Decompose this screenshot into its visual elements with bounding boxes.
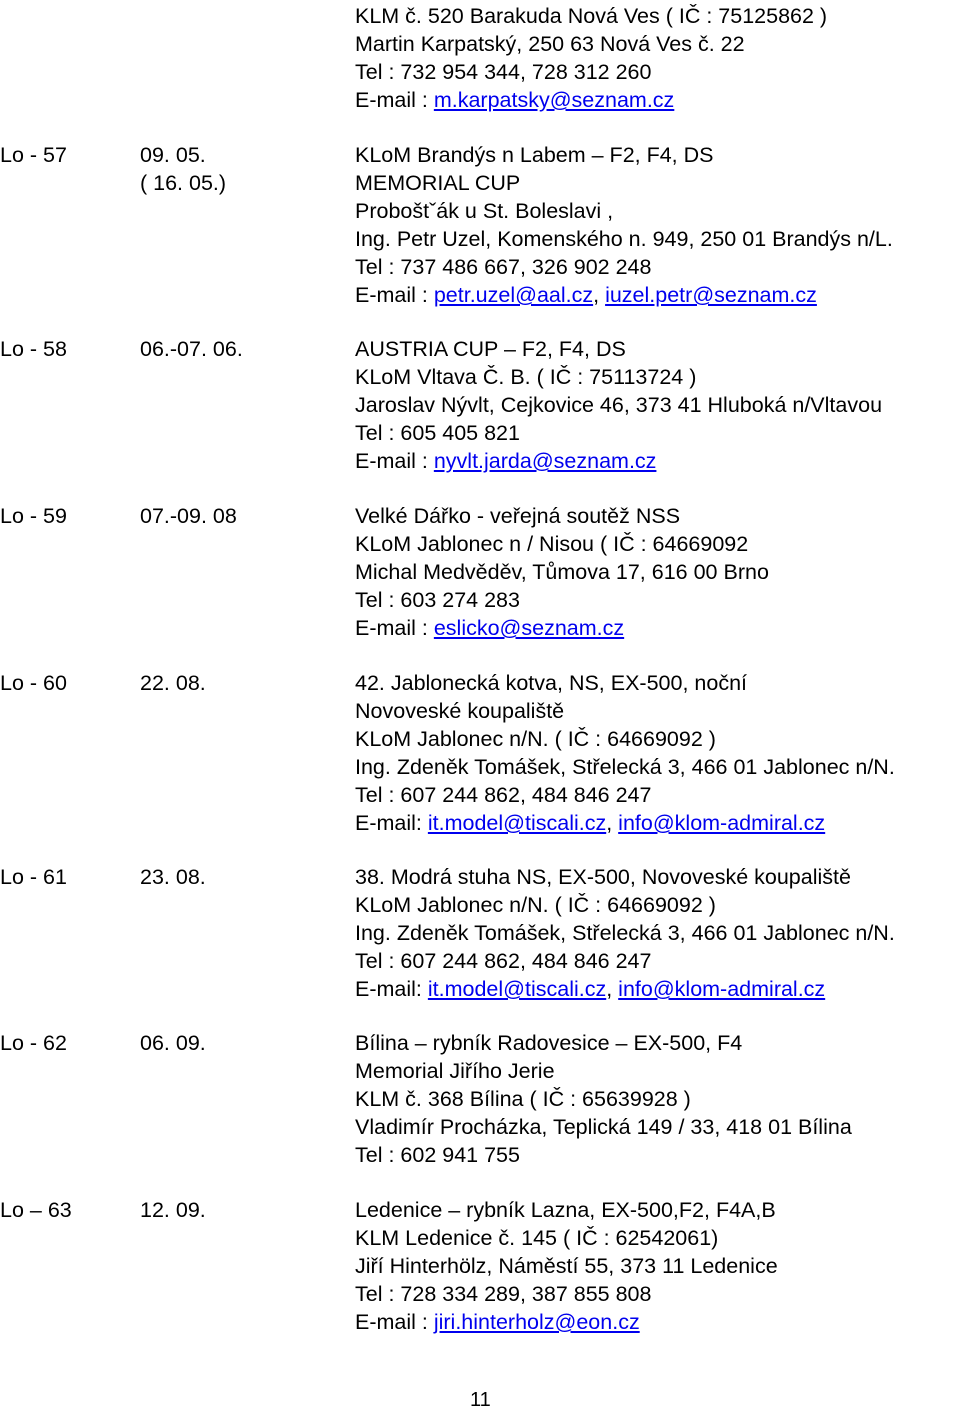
email-label: E-mail : <box>355 88 434 112</box>
entry-line: KLoM Jablonec n/N. ( IČ : 64669092 ) <box>355 893 716 917</box>
email-link[interactable]: petr.uzel@aal.cz <box>433 283 594 307</box>
entry-line: KLoM Jablonec n/N. ( IČ : 64669092 ) <box>355 727 716 751</box>
entry-code: Lo - 60 <box>0 671 67 695</box>
entry-code: Lo – 63 <box>0 1198 72 1222</box>
entry-date: 07.-09. 08 <box>140 504 237 528</box>
top-line-1: KLM č. 520 Barakuda Nová Ves ( IČ : 75125862 ) <box>355 4 828 28</box>
entry-line: Velké Dářko - veřejná soutěž NSS <box>355 504 681 528</box>
entry-line: Tel : 603 274 283 <box>355 588 520 612</box>
entry-line: Tel : 607 244 862, 484 846 247 <box>355 783 652 807</box>
email-label: E-mail : <box>355 1310 434 1334</box>
entry-email-line <box>355 614 624 642</box>
top-line-3: Tel : 732 954 344, 728 312 260 <box>355 60 652 84</box>
email-label: E-mail: <box>355 977 428 1001</box>
email-link[interactable]: jiri.hinterholz@eon.cz <box>433 1310 640 1334</box>
entry-date: 12. 09. <box>140 1198 206 1222</box>
entry-code: Lo - 57 <box>0 143 67 167</box>
entry-line: Tel : 607 244 862, 484 846 247 <box>355 949 652 973</box>
entry-date: 06. 09. <box>140 1031 206 1055</box>
entry-line: Tel : 605 405 821 <box>355 421 520 445</box>
email-label: E-mail: <box>355 811 428 835</box>
entry-line: KLM Ledenice č. 145 ( IČ : 62542061) <box>355 1226 719 1250</box>
entry-line: Ing. Zdeněk Tomášek, Střelecká 3, 466 01 Jablonec n/N. <box>355 921 895 945</box>
top-line-2: Martin Karpatský, 250 63 Nová Ves č. 22 <box>355 32 745 56</box>
entry-email-line: E-mail: it.model@tiscali.cz, info@klom-admiral.cz <box>355 811 826 835</box>
email-link[interactable]: iuzel.petr@seznam.cz <box>605 283 817 307</box>
entry-line: Novoveské koupaliště <box>355 699 565 723</box>
email-link[interactable]: m.karpatsky@seznam.cz <box>433 88 675 112</box>
entry-line: KLoM Jablonec n / Nisou ( IČ : 64669092 <box>355 532 749 556</box>
entry-line: Bílina – rybník Radovesice – EX-500, F4 <box>355 1031 743 1055</box>
entry-code: Lo - 62 <box>0 1031 67 1055</box>
entry-line: 42. Jablonecká kotva, NS, EX-500, noční <box>355 671 748 695</box>
entry-date: 22. 08. <box>140 671 206 695</box>
top-email-line <box>355 86 674 114</box>
entry-line: 38. Modrá stuha NS, EX-500, Novoveské koupaliště <box>355 865 851 889</box>
entry-date-secondary: ( 16. 05.) <box>140 171 227 195</box>
entry-line: KLM č. 368 Bílina ( IČ : 65639928 ) <box>355 1087 691 1111</box>
entry-line: Tel : 728 334 289, 387 855 808 <box>355 1282 652 1306</box>
entry-line: Ing. Petr Uzel, Komenského n. 949, 250 01 Brandýs n/L. <box>355 227 893 251</box>
email-link[interactable]: it.model@tiscali.cz <box>427 977 607 1001</box>
entry-line: Tel : 737 486 667, 326 902 248 <box>355 255 652 279</box>
entry-line: Ledenice – rybník Lazna, EX-500,F2, F4A,B <box>355 1198 776 1222</box>
entry-email-line: E-mail: it.model@tiscali.cz, info@klom-admiral.cz <box>355 977 826 1001</box>
entry-email-line <box>355 1308 640 1336</box>
page-number: 11 <box>470 1389 491 1411</box>
entry-line: Michal Medvěděv, Tůmova 17, 616 00 Brno <box>355 560 769 584</box>
email-link[interactable]: info@klom-admiral.cz <box>618 811 826 835</box>
entry-line: Tel : 602 941 755 <box>355 1143 520 1167</box>
entry-email-line <box>355 447 656 475</box>
entry-line: Ing. Zdeněk Tomášek, Střelecká 3, 466 01 Jablonec n/N. <box>355 755 895 779</box>
email-label: E-mail : <box>355 616 434 640</box>
entry-line: Proboštˇák u St. Boleslavi , <box>355 199 614 223</box>
entry-line: KLoM Vltava Č. B. ( IČ : 75113724 ) <box>355 365 697 389</box>
entry-line: Vladimír Procházka, Teplická 149 / 33, 418 01 Bílina <box>355 1115 852 1139</box>
email-label: E-mail : <box>355 283 434 307</box>
entry-line: Jiří Hinterhölz, Náměstí 55, 373 11 Ledenice <box>355 1254 778 1278</box>
email-link[interactable]: info@klom-admiral.cz <box>618 977 826 1001</box>
email-link[interactable]: it.model@tiscali.cz <box>427 811 607 835</box>
email-link[interactable]: eslicko@seznam.cz <box>433 616 625 640</box>
entry-date: 23. 08. <box>140 865 206 889</box>
entry-line: AUSTRIA CUP – F2, F4, DS <box>355 337 626 361</box>
entry-code: Lo - 58 <box>0 337 67 361</box>
entry-line: MEMORIAL CUP <box>355 171 521 195</box>
entry-code: Lo - 59 <box>0 504 67 528</box>
entry-line: Memorial Jiřího Jerie <box>355 1059 555 1083</box>
entry-code: Lo - 61 <box>0 865 67 889</box>
email-label: E-mail : <box>355 449 434 473</box>
entry-date: 06.-07. 06. <box>140 337 243 361</box>
entry-line: Jaroslav Nývlt, Cejkovice 46, 373 41 Hluboká n/Vltavou <box>355 393 883 417</box>
entry-date: 09. 05. <box>140 143 206 167</box>
email-link[interactable]: nyvlt.jarda@seznam.cz <box>433 449 657 473</box>
entry-email-line: E-mail : petr.uzel@aal.cz, iuzel.petr@seznam.cz <box>355 283 817 307</box>
entry-line: KLoM Brandýs n Labem – F2, F4, DS <box>355 143 714 167</box>
